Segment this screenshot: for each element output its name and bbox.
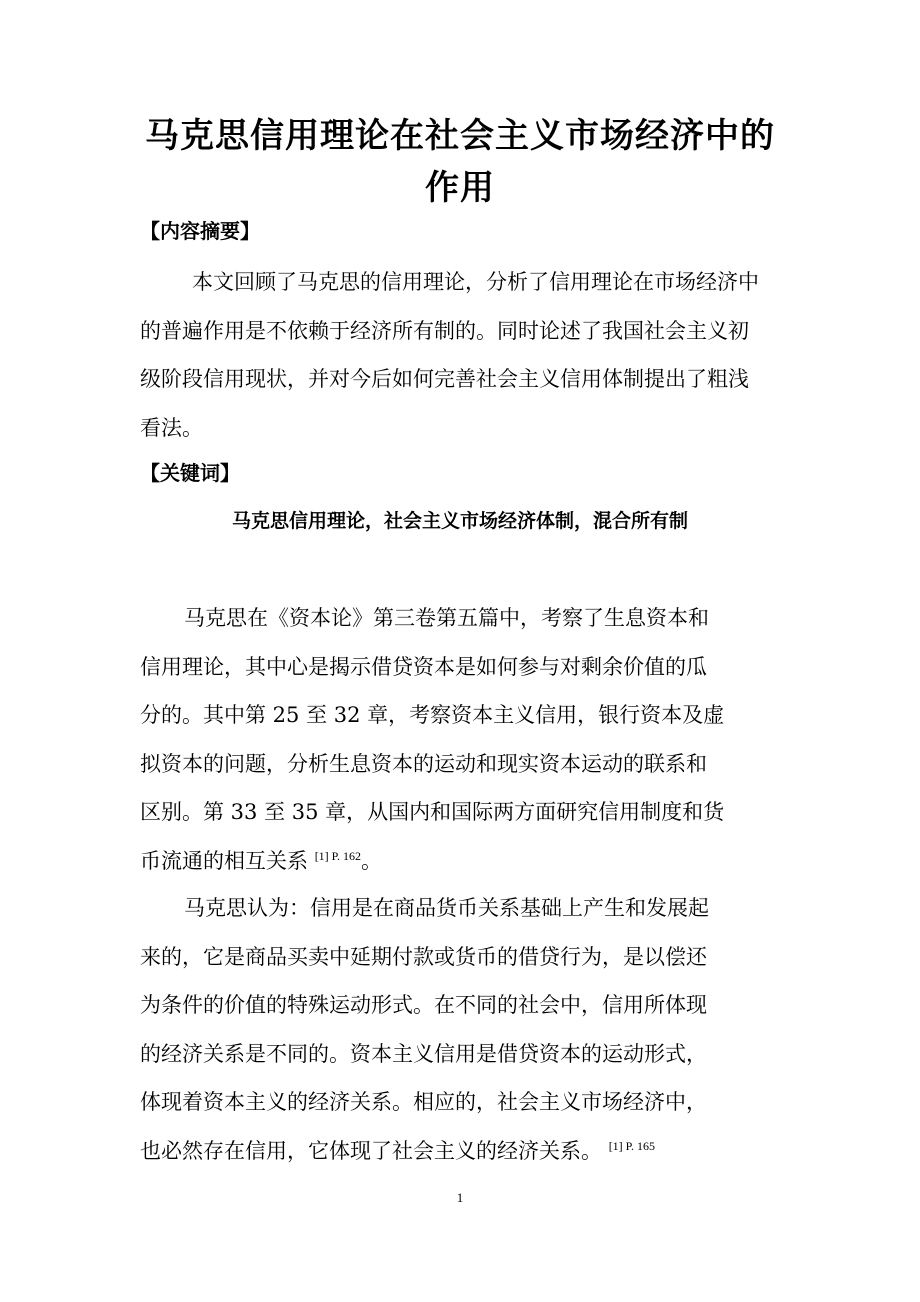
title-line-2: 作用	[425, 168, 495, 208]
keywords-heading: 【关键词】	[140, 461, 240, 485]
title-line-1: 马克思信用理论在社会主义市场经济中的	[145, 116, 775, 156]
citation-reference: [1] P. 165	[608, 1138, 656, 1153]
body-text: 也必然存在信用，它体现了社会主义的经济关系。	[140, 1138, 602, 1163]
citation-reference: [1] P. 162	[314, 848, 362, 863]
keywords-text: 马克思信用理论，社会主义市场经济体制，混合所有制	[231, 510, 688, 532]
body-line: 马克思在《资本论》第三卷第五篇中，考察了生息资本和	[184, 606, 709, 630]
body-line: 马克思认为：信用是在商品货币关系基础上产生和发展起	[184, 896, 709, 920]
abstract-heading: 【内容摘要】	[140, 219, 260, 243]
body-paragraph-2	[140, 884, 780, 1175]
body-line: 的经济关系是不同的。资本主义信用是借贷资本的运动形式，	[140, 1041, 707, 1066]
body-line: 分的。其中第 25 至 32 章，考察资本主义信用，银行资本及虚	[140, 703, 725, 727]
body-text: 币流通的相互关系	[140, 848, 308, 873]
page-number: 1	[456, 1190, 464, 1205]
document-title	[120, 110, 800, 214]
body-line: 为条件的价值的特殊运动形式。在不同的社会中，信用所体现	[140, 993, 707, 1017]
abstract-line: 看法。	[140, 415, 203, 440]
abstract-paragraph	[140, 258, 780, 452]
body-line: 区别。第 33 至 35 章，从国内和国际两方面研究信用制度和货	[140, 800, 725, 824]
body-text: 。	[361, 848, 383, 873]
body-line: 拟资本的问题，分析生息资本的运动和现实资本运动的联系和	[140, 751, 707, 776]
abstract-line: 级阶段信用现状，并对今后如何完善社会主义信用体制提出了粗浅	[140, 367, 749, 391]
abstract-line: 本文回顾了马克思的信用理论，分析了信用理论在市场经济中	[192, 270, 759, 294]
body-line: 体现着资本主义的经济关系。相应的，社会主义市场经济中，	[140, 1090, 707, 1114]
body-line: 来的，它是商品买卖中延期付款或货币的借贷行为，是以偿还	[140, 944, 707, 969]
abstract-line: 的普遍作用是不依赖于经济所有制的。同时论述了我国社会主义初	[140, 318, 749, 343]
body-paragraph-1	[140, 594, 780, 885]
body-line-last	[140, 1127, 780, 1176]
body-line-last	[140, 837, 780, 886]
body-line: 信用理论，其中心是揭示借贷资本是如何参与对剩余价值的瓜	[140, 654, 707, 679]
